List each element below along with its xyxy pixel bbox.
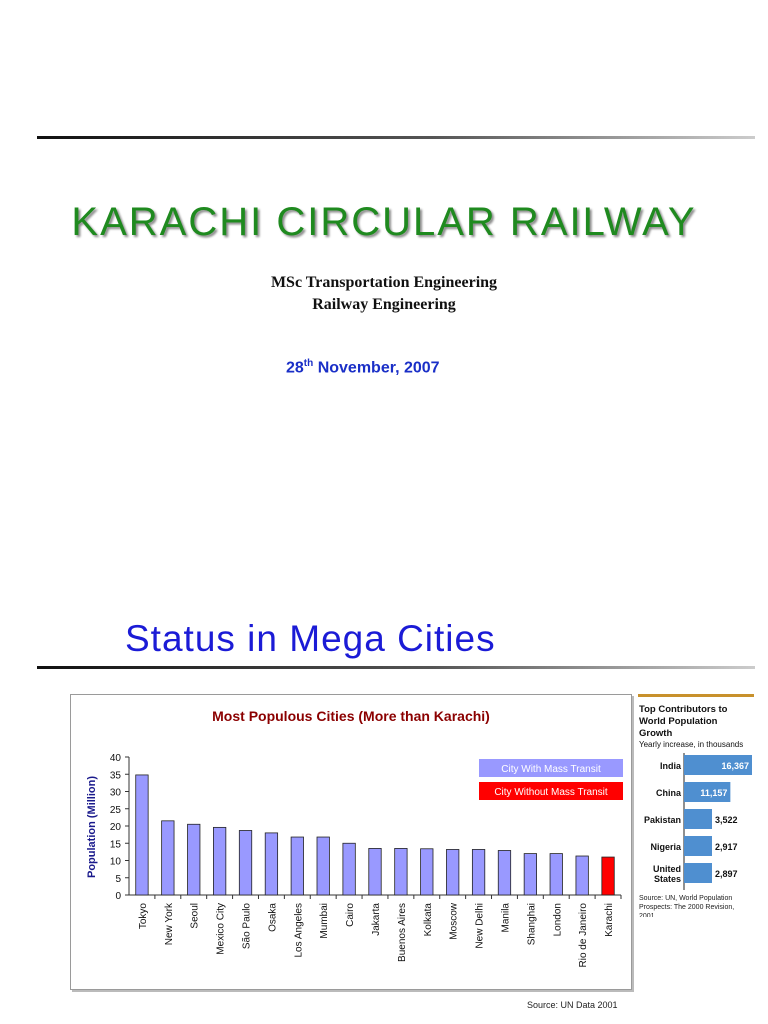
date-month-year: November, 2007 <box>313 359 440 377</box>
y-tick-label: 10 <box>109 856 121 868</box>
y-tick-label: 40 <box>109 753 121 764</box>
chart-canvas <box>71 695 631 989</box>
x-tick-label: Mumbai <box>319 903 331 939</box>
x-tick-label: Shanghai <box>526 903 538 946</box>
section-divider-rule <box>37 666 755 669</box>
inset-country-label: China <box>655 788 681 798</box>
population-bar-chart <box>70 694 632 990</box>
legend-label: City Without Mass Transit <box>494 787 608 798</box>
bar-osaka <box>265 833 277 895</box>
subtitle-course: Railway Engineering <box>312 296 456 313</box>
inset-country-label-line1: United <box>653 864 681 874</box>
bar-seoul <box>188 824 200 895</box>
y-tick-label: 5 <box>115 873 121 885</box>
bar-kolkata <box>421 849 433 895</box>
inset-country-label: Pakistan <box>643 815 681 825</box>
x-tick-label: Osaka <box>267 903 279 932</box>
bar-new-york <box>162 821 174 895</box>
bar-karachi <box>602 857 614 895</box>
inset-value-label: 3,522 <box>715 815 738 825</box>
bar-shanghai <box>524 854 536 895</box>
y-tick-label: 25 <box>109 804 121 816</box>
x-tick-label: New York <box>163 903 175 946</box>
inset-bar <box>684 863 712 883</box>
x-tick-label: Mexico City <box>215 903 227 955</box>
inset-bar <box>684 809 712 829</box>
bar-new-delhi <box>472 849 484 895</box>
inset-title-line2: World Population <box>639 716 718 727</box>
x-tick-label: Rio de Janeiro <box>578 903 590 968</box>
inset-country-label: Nigeria <box>650 842 681 852</box>
x-tick-label: London <box>552 903 564 937</box>
x-tick-label: Cairo <box>345 903 357 927</box>
x-tick-label: New Delhi <box>474 903 486 949</box>
bar-moscow <box>446 849 458 895</box>
section-title: Status in Mega Cities <box>125 618 496 659</box>
x-tick-label: Karachi <box>604 903 616 937</box>
inset-source-line1: Source: UN, World Population <box>639 895 733 902</box>
inset-country-label-line2: States <box>653 874 681 884</box>
bar-los-angeles <box>291 837 303 895</box>
x-tick-label: Kolkata <box>422 903 434 937</box>
x-tick-label: Jakarta <box>371 903 382 936</box>
bar-jakarta <box>369 848 381 895</box>
bar-mexico-city <box>213 827 225 895</box>
legend-label: City With Mass Transit <box>501 764 601 775</box>
inset-bar <box>684 836 712 856</box>
x-tick-label: Buenos Aires <box>396 903 408 962</box>
x-tick-label: Moscow <box>448 903 460 940</box>
date-day: 28 <box>286 359 304 377</box>
presentation-title: KARACHI CIRCULAR RAILWAY <box>71 200 697 244</box>
bar-cairo <box>343 843 355 895</box>
x-tick-label: Manila <box>500 903 512 933</box>
presentation-date <box>286 358 440 377</box>
inset-canvas <box>638 697 754 917</box>
x-tick-label: Seoul <box>189 903 201 929</box>
bar-tokyo <box>136 775 148 895</box>
inset-value-label: 2,917 <box>715 842 738 852</box>
date-suffix: th <box>303 358 314 369</box>
bar-rio-de-janeiro <box>576 856 588 895</box>
inset-value-label: 11,157 <box>700 788 728 798</box>
inset-country-label: India <box>659 761 681 771</box>
y-tick-label: 35 <box>109 770 121 782</box>
top-divider-rule <box>37 136 755 139</box>
bar-s-o-paulo <box>239 830 251 895</box>
subtitle-program: MSc Transportation Engineering <box>270 274 498 291</box>
inset-title-line3: Growth <box>639 728 673 739</box>
bar-buenos-aires <box>395 848 407 895</box>
y-tick-label: 0 <box>115 891 121 902</box>
chart-title: Most Populous Cities (More than Karachi) <box>212 708 490 724</box>
inset-source-line2: Prospects: The 2000 Revision, <box>639 904 735 911</box>
inset-value-label: 2,897 <box>715 869 738 879</box>
chart-source-note: Source: UN Data 2001 <box>527 1000 618 1010</box>
population-growth-inset <box>638 694 754 917</box>
x-tick-label: Tokyo <box>137 903 149 930</box>
x-tick-label: Los Angeles <box>293 903 305 958</box>
y-tick-label: 30 <box>109 787 121 799</box>
y-tick-label: 15 <box>109 839 121 851</box>
y-tick-label: 20 <box>109 822 121 833</box>
bar-manila <box>498 850 510 895</box>
inset-value-label: 16,367 <box>721 761 749 771</box>
inset-subtitle: Yearly increase, in thousands <box>639 740 744 749</box>
x-tick-label: São Paulo <box>241 903 253 950</box>
inset-title-line1: Top Contributors to <box>639 704 728 715</box>
bar-london <box>550 854 562 895</box>
bar-mumbai <box>317 837 329 895</box>
inset-source-line3: 2001. <box>639 913 657 917</box>
y-axis-label: Population (Million) <box>86 775 98 879</box>
